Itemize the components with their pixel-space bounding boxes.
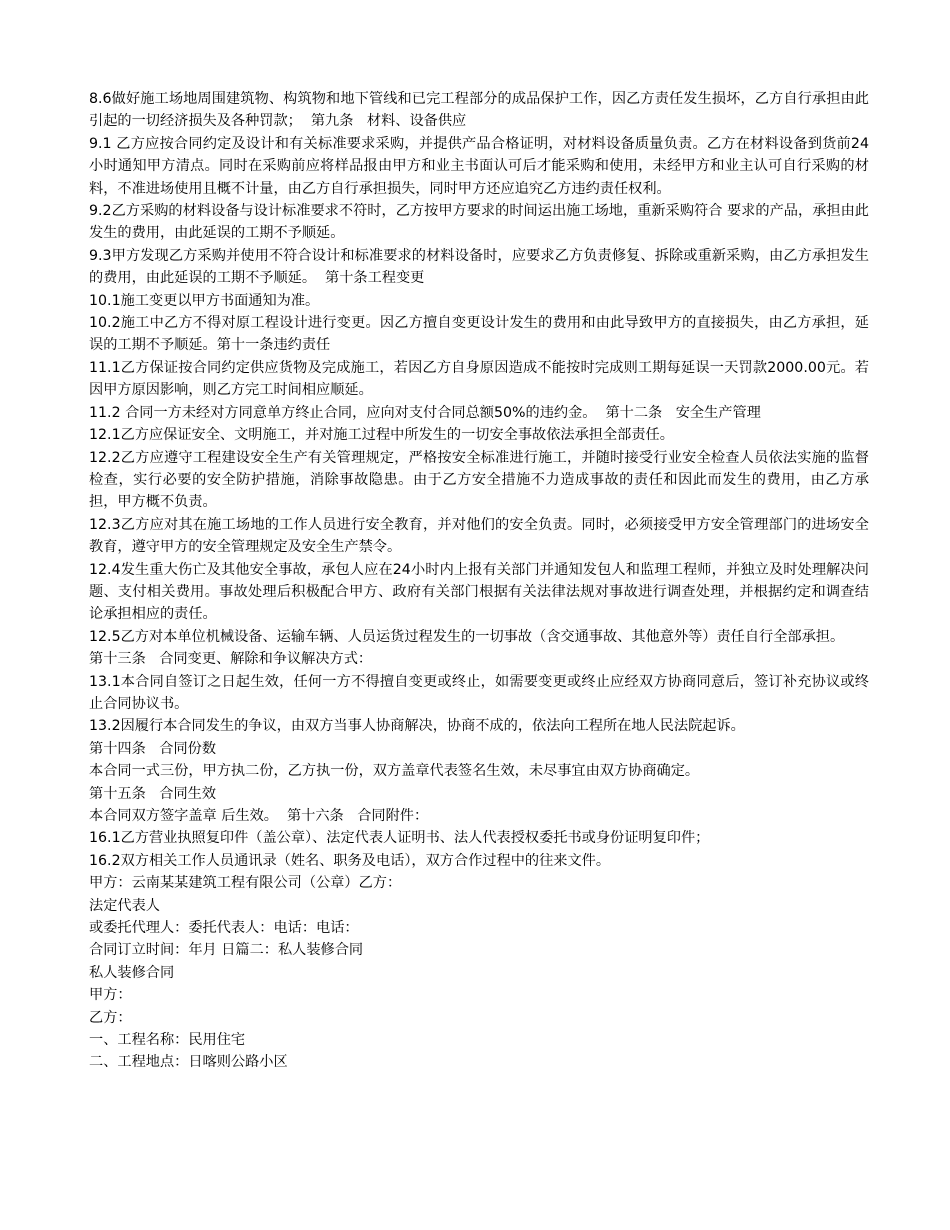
clause-12-4: 12.4发生重大伤亡及其他安全事故，承包人应在24小时内上报有关部门并通知发包人和监理工程师，并独立及时处理解决问题、支付相关费用。事故处理后积极配合甲方、政府有关部门根据有关法律法规对事故进行调查处理，并根据约定和调查结论承担相应的责任。 [89,561,869,623]
project-location: 二、工程地点：日喀则公路小区 [89,1054,288,1071]
second-contract-party-b: 乙方： [89,1009,132,1026]
article-13-heading: 第十三条 合同变更、解除和争议解决方式： [89,651,373,668]
signature-party-a-b: 甲方：云南某某建筑工程有限公司（公章）乙方： [89,875,402,892]
article-15-body: 本合同双方签字盖章 后生效。 第十六条 合同附件： [89,808,429,824]
clause-12-5: 12.5乙方对本单位机械设备、运输车辆、人员运货过程发生的一切事故（含交通事故、其他意外等）责任自行全部承担。 [89,628,845,645]
clause-9-2: 9.2乙方采购的材料设备与设计标准要求不符时，乙方按甲方要求的时间运出施工场地，重新采购符合 要求的产品，承担由此发生的费用，由此延误的工期不予顺延。 [89,203,869,242]
clause-11-2: 11.2 合同一方未经对方同意单方终止合同，应向对支付合同总额50%的违约金。 第十二条 安全生产管理 [89,404,761,421]
clause-10-1: 10.1施工变更以甲方书面通知为准。 [89,292,320,309]
signature-date: 合同订立时间：年月 日篇二：私人装修合同 [89,942,364,959]
article-14-heading: 第十四条 合同份数 [89,740,217,757]
clause-13-2: 13.2因履行本合同发生的争议，由双方当事人协商解决，协商不成的，依法向工程所在地人民法院起诉。 [89,718,745,735]
second-contract-title: 私人装修合同 [89,964,175,981]
clause-12-3: 12.3乙方应对其在施工场地的工作人员进行安全教育，并对他们的安全负责。同时，必须接受甲方安全管理部门的进场安全教育，遵守甲方的安全管理规定及安全生产禁令。 [89,516,869,556]
clause-13-1: 13.1本合同自签订之日起生效，任何一方不得擅自变更或终止，如需要变更或终止应经双方协商同意后，签订补充协议或终止合同协议书。 [89,673,869,712]
second-contract-party-a: 甲方： [89,987,132,1004]
signature-legal-rep: 法定代表人 [89,897,160,914]
clause-11-1: 11.1乙方保证按合同约定供应货物及完成施工，若因乙方自身原因造成不能按时完成则工期每延误一天罚款2000.00元。若因甲方原因影响，则乙方完工时间相应顺延。 [89,359,869,399]
clause-9-3: 9.3甲方发现乙方采购并使用不符合设计和标准要求的材料设备时，应要求乙方负责修复、拆除或重新采购，由乙方承担发生的费用，由此延误的工期不予顺延。 第十条工程变更 [89,247,869,287]
clause-10-2: 10.2施工中乙方不得对原工程设计进行变更。因乙方擅自变更设计发生的费用和由此导致甲方的直接损失，由乙方承担，延误的工期不予顺延。第十一条违约责任 [89,315,869,354]
clause-8-6: 8.6做好施工场地周围建筑物、构筑物和地下管线和已完工程部分的成品保护工作，因乙方责任发生损坏，乙方自行承担由此引起的一切经济损失及各种罚款； 第九条 材料、设备供应 [89,91,869,130]
article-15-heading: 第十五条 合同生效 [89,785,217,802]
document-body [89,88,869,1074]
clause-16-2: 16.2双方相关工作人员通讯录（姓名、职务及电话），双方合作过程中的往来文件。 [89,852,611,869]
clause-16-1: 16.1乙方营业执照复印件（盖公章）、法定代表人证明书、法人代表授权委托书或身份证明复印件； [89,830,710,847]
clause-12-1: 12.1乙方应保证安全、文明施工，并对施工过程中所发生的一切安全事故依法承担全部责任。 [89,427,674,444]
clause-12-2: 12.2乙方应遵守工程建设安全生产有关管理规定，严格按安全标准进行施工，并随时接受行业安全检查人员依法实施的监督检查，实行必要的安全防护措施，消除事故隐患。由于乙方安全措施不力造成事故的责任和因此而发生的费用，由乙方承担，甲方概不负责。 [89,449,869,511]
signature-agent-phone: 或委托代理人：委托代表人：电话：电话： [89,920,359,937]
project-name: 一、工程名称：民用住宅 [89,1032,246,1049]
article-14-body: 本合同一式三份，甲方执二份，乙方执一份，双方盖章代表签名生效，未尽事宜由双方协商确定。 [89,763,700,780]
clause-9-1: 9.1 乙方应按合同约定及设计和有关标准要求采购，并提供产品合格证明，对材料设备质量负责。乙方在材料设备到货前24小时通知甲方清点。同时在采购前应将样品报由甲方和业主书面认可后才能采购和使用，未经甲方和业主认可自行采购的材料，不准进场使用且概不计量，由乙方自行承担损失，同时甲方还应追究乙方违约责任权利。 [89,135,869,197]
